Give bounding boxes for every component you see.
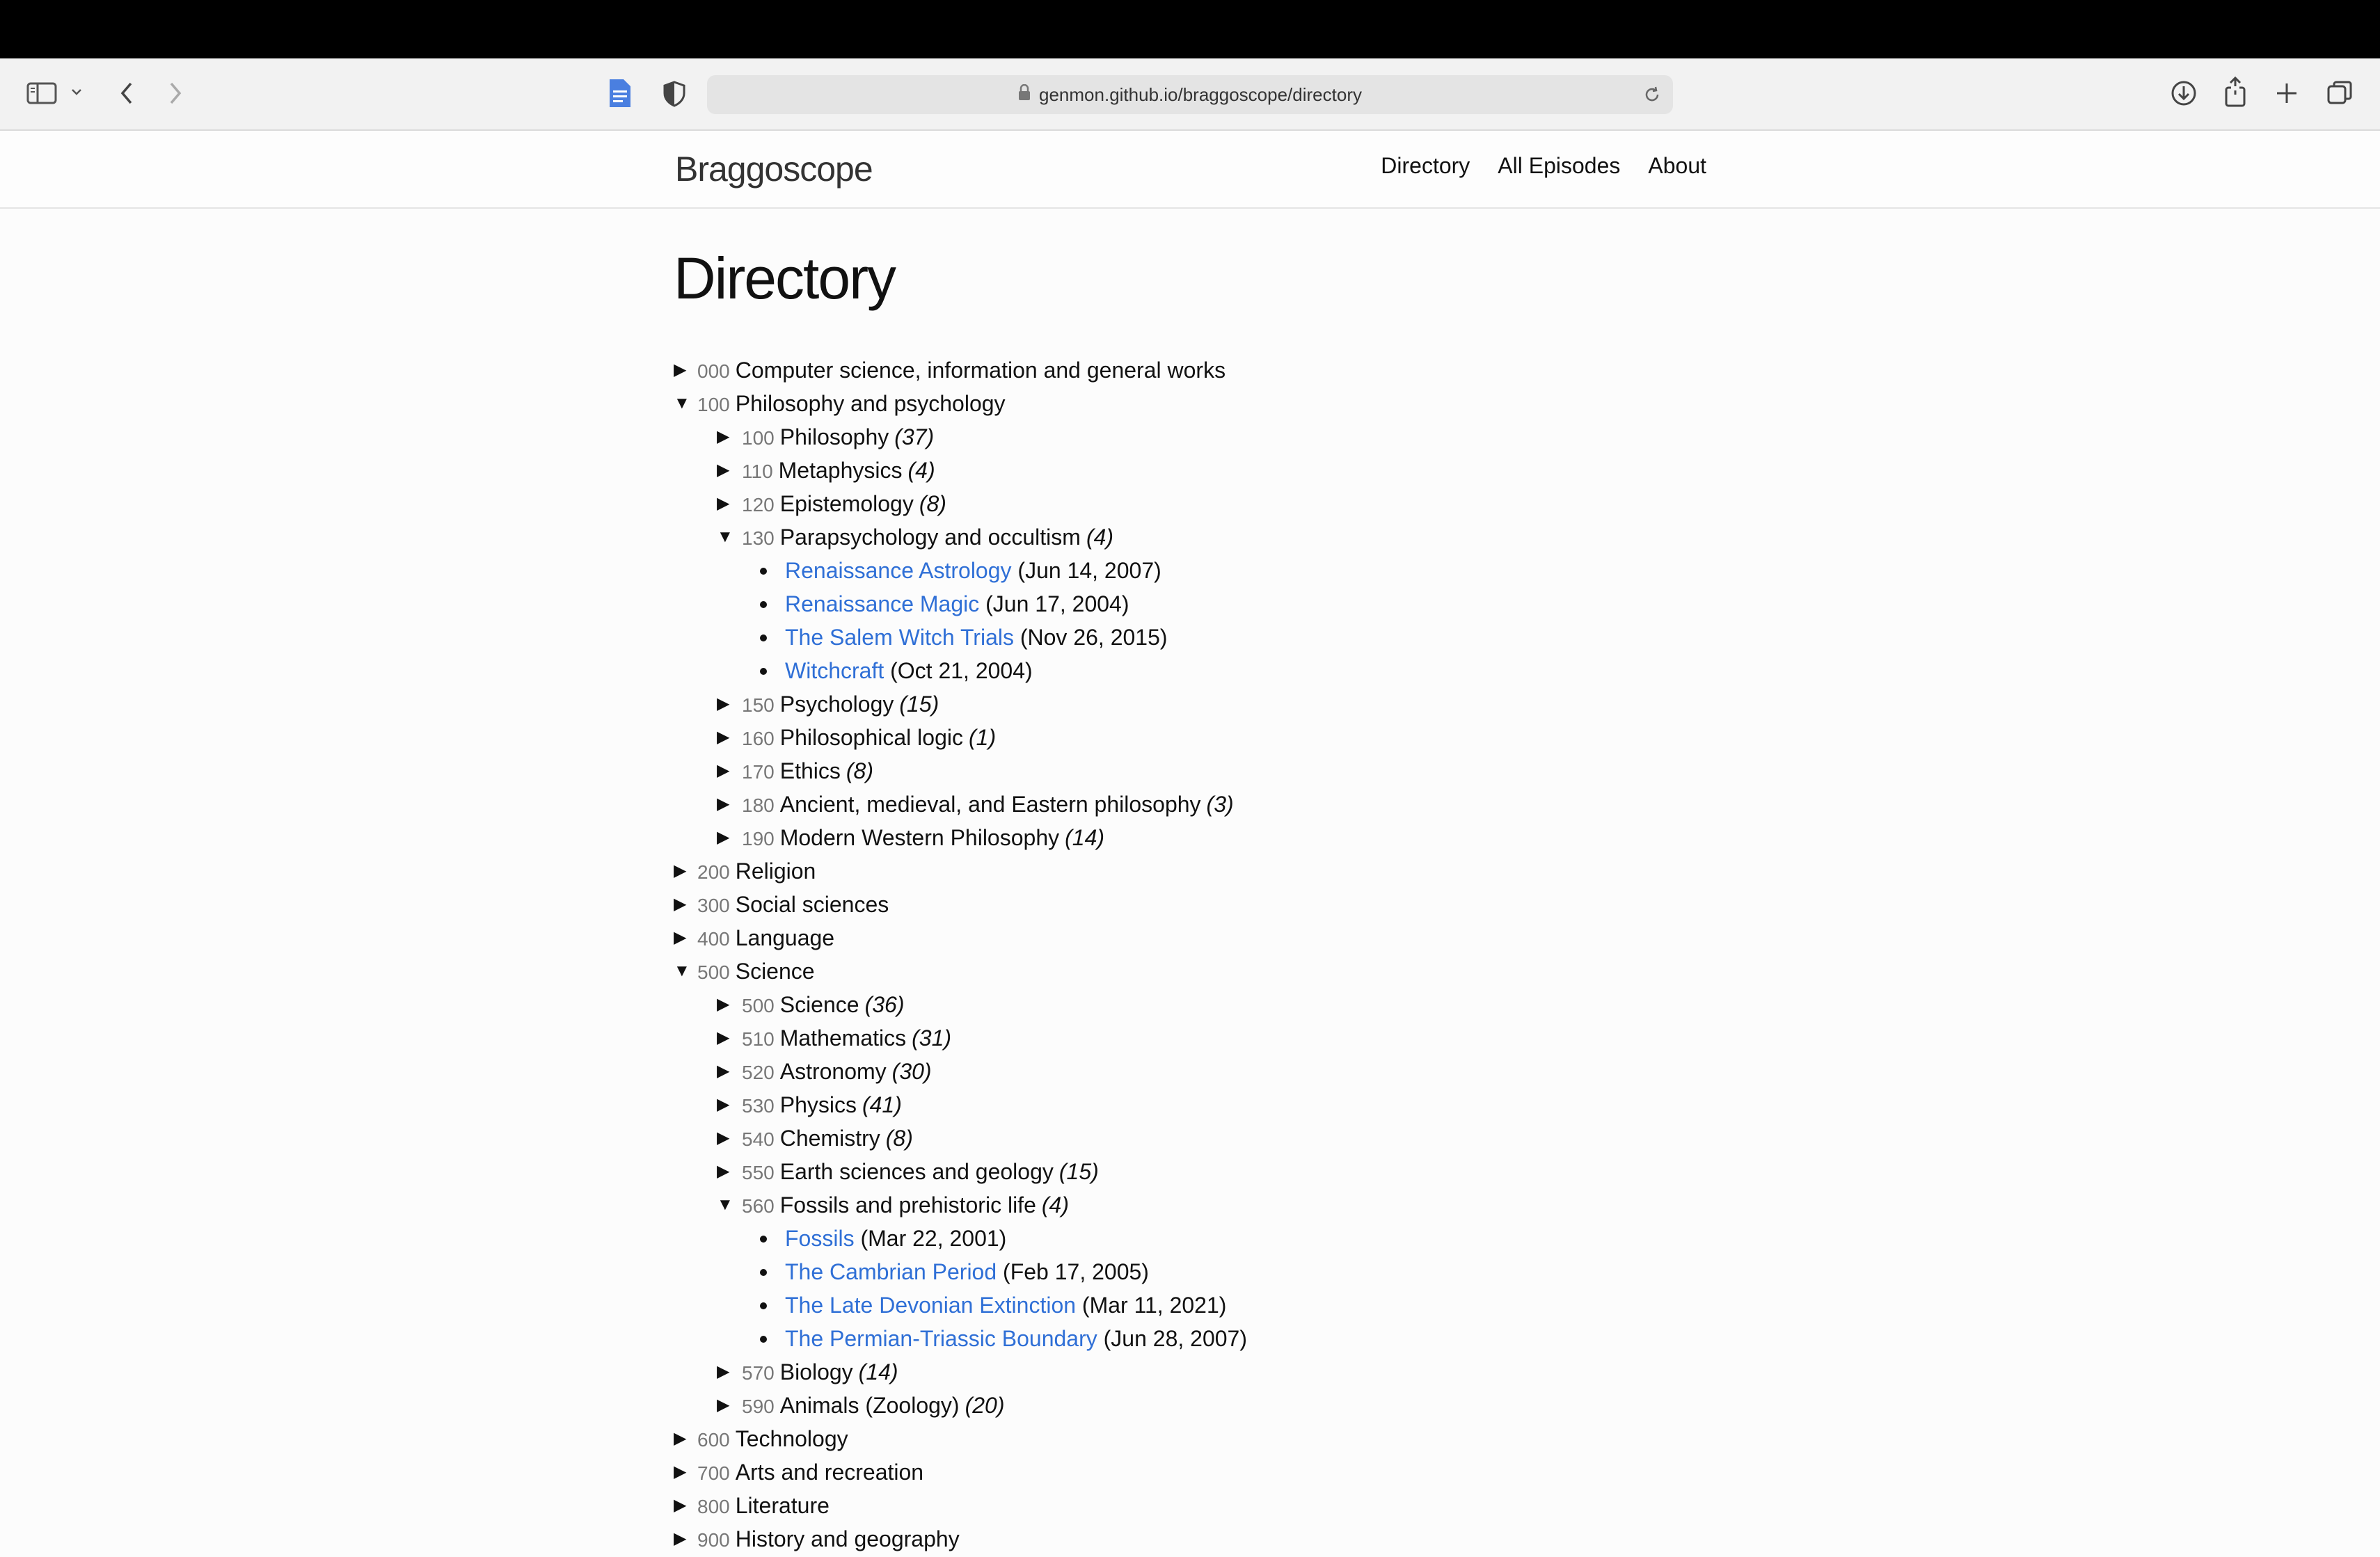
- episode-link[interactable]: Renaissance Magic: [785, 591, 980, 616]
- class-code: 550: [742, 1162, 775, 1183]
- forward-icon[interactable]: [166, 79, 185, 107]
- class-code: 400: [697, 928, 730, 950]
- back-icon[interactable]: [117, 79, 136, 107]
- class-label[interactable]: Epistemology: [779, 491, 914, 516]
- category-row[interactable]: [674, 955, 1996, 988]
- triangle-right-icon[interactable]: ▶: [717, 761, 730, 780]
- reload-icon[interactable]: [1642, 85, 1662, 109]
- row-text: [742, 1155, 1099, 1190]
- triangle-right-icon[interactable]: ▶: [717, 1162, 730, 1181]
- bullet-icon: [760, 1302, 767, 1309]
- episode-count: (8): [919, 491, 946, 516]
- triangle-right-icon[interactable]: ▶: [717, 461, 730, 479]
- class-code: 560: [742, 1195, 775, 1217]
- class-code: 900: [697, 1529, 730, 1551]
- episode-link[interactable]: The Cambrian Period: [785, 1259, 997, 1284]
- episode-count: (4): [907, 458, 935, 483]
- page-title: Directory: [674, 246, 896, 311]
- class-label[interactable]: Astronomy: [779, 1059, 887, 1084]
- subcategory-row[interactable]: [674, 754, 1996, 788]
- episode-link[interactable]: Renaissance Astrology: [785, 558, 1012, 583]
- episode-count: (15): [1058, 1159, 1099, 1184]
- class-label[interactable]: Modern Western Philosophy: [779, 825, 1060, 850]
- downloads-icon[interactable]: [2170, 79, 2198, 107]
- episode-count: (8): [885, 1126, 913, 1151]
- bullet-icon: [760, 1269, 767, 1276]
- episode-link[interactable]: Witchcraft: [785, 658, 884, 683]
- row-text: [742, 1121, 913, 1156]
- address-bar[interactable]: [707, 75, 1673, 114]
- triangle-right-icon[interactable]: ▶: [717, 1396, 730, 1414]
- episode-count: (30): [891, 1059, 932, 1084]
- triangle-right-icon[interactable]: ▶: [717, 694, 730, 713]
- category-row[interactable]: [674, 1455, 1996, 1489]
- row-text: [697, 1489, 830, 1524]
- class-code: 160: [742, 728, 775, 749]
- row-text: [697, 1455, 923, 1490]
- episode-count: (15): [899, 692, 939, 717]
- row-text: [742, 454, 935, 488]
- episode-text: [785, 554, 1161, 587]
- category-row[interactable]: [674, 1422, 1996, 1455]
- class-label[interactable]: Science: [735, 959, 815, 984]
- nav-all-episodes[interactable]: All Episodes: [1498, 153, 1621, 178]
- episode-item: [674, 621, 1996, 654]
- row-text: [697, 353, 1225, 388]
- episode-item: [674, 587, 1996, 621]
- lock-icon: [1018, 84, 1031, 106]
- subcategory-row[interactable]: [674, 788, 1996, 821]
- row-text: [742, 520, 1113, 555]
- row-text: [742, 821, 1104, 856]
- class-label[interactable]: Physics: [779, 1092, 857, 1117]
- triangle-down-icon[interactable]: ▼: [674, 961, 690, 980]
- class-label[interactable]: Philosophical logic: [779, 725, 963, 750]
- class-label[interactable]: Language: [735, 925, 835, 950]
- episode-date: (Nov 26, 2015): [1013, 625, 1168, 650]
- class-code: 700: [697, 1462, 730, 1484]
- subcategory-row[interactable]: [674, 1188, 1996, 1222]
- class-code: 300: [697, 895, 730, 916]
- url-text: genmon.github.io/braggoscope/directory: [1039, 83, 1362, 105]
- row-text: [742, 420, 934, 455]
- subcategory-row[interactable]: [674, 487, 1996, 520]
- row-text: [697, 1422, 848, 1457]
- row-text: [742, 487, 946, 522]
- class-label[interactable]: Religion: [735, 859, 816, 884]
- triangle-right-icon[interactable]: ▶: [674, 360, 687, 379]
- class-code: 170: [742, 761, 775, 783]
- class-label[interactable]: Social sciences: [735, 892, 889, 917]
- class-code: 600: [697, 1429, 730, 1451]
- episode-count: (8): [846, 758, 873, 783]
- episode-item: [674, 1322, 1996, 1355]
- class-label[interactable]: Arts and recreation: [735, 1460, 924, 1485]
- episode-count: (1): [968, 725, 997, 750]
- episode-link[interactable]: Fossils: [785, 1226, 855, 1251]
- tab-overview-icon[interactable]: [2326, 79, 2354, 107]
- class-code: 530: [742, 1095, 775, 1117]
- bullet-icon: [760, 1336, 767, 1343]
- class-code: 590: [742, 1396, 775, 1417]
- class-code: 110: [742, 461, 773, 482]
- triangle-right-icon[interactable]: ▶: [717, 494, 730, 513]
- triangle-down-icon[interactable]: ▼: [717, 527, 733, 546]
- triangle-down-icon[interactable]: ▼: [674, 394, 690, 413]
- class-label[interactable]: Parapsychology and occultism: [779, 525, 1081, 550]
- episode-count: (4): [1086, 525, 1114, 550]
- class-code: 120: [742, 494, 775, 516]
- episode-date: (Jun 14, 2007): [1011, 558, 1161, 583]
- row-text: [697, 387, 1006, 422]
- class-code: 800: [697, 1496, 730, 1517]
- episode-text: [785, 1322, 1247, 1355]
- triangle-right-icon[interactable]: ▶: [717, 995, 730, 1014]
- row-text: [742, 1055, 932, 1089]
- triangle-right-icon[interactable]: ▶: [674, 1529, 687, 1548]
- triangle-right-icon[interactable]: ▶: [674, 1496, 687, 1515]
- episode-count: (3): [1206, 792, 1234, 817]
- episode-count: (31): [912, 1025, 952, 1051]
- episode-date: (Feb 17, 2005): [997, 1259, 1149, 1284]
- row-text: [697, 1522, 960, 1557]
- bullet-icon: [760, 634, 767, 641]
- row-text: [742, 687, 939, 722]
- bullet-icon: [760, 601, 767, 608]
- episode-link[interactable]: The Permian-Triassic Boundary: [785, 1326, 1097, 1351]
- chevron-down-icon[interactable]: [70, 85, 84, 99]
- class-code: 190: [742, 828, 775, 849]
- triangle-right-icon[interactable]: ▶: [717, 427, 730, 446]
- browser-toolbar: [0, 58, 2380, 131]
- episode-count: (36): [864, 992, 905, 1017]
- bullet-icon: [760, 568, 767, 575]
- episode-count: (14): [858, 1359, 898, 1384]
- episode-text: [785, 621, 1168, 654]
- category-row[interactable]: [674, 888, 1996, 921]
- episode-count: (37): [894, 424, 935, 449]
- subcategory-row[interactable]: [674, 1389, 1996, 1422]
- subcategory-row[interactable]: [674, 687, 1996, 721]
- site-header: [0, 131, 2380, 209]
- class-code: 130: [742, 527, 775, 549]
- class-code: 500: [742, 995, 775, 1016]
- row-text: [742, 788, 1234, 822]
- class-label[interactable]: Computer science, information and general works: [735, 358, 1226, 383]
- episode-text: [785, 587, 1129, 621]
- triangle-right-icon[interactable]: ▶: [674, 861, 687, 880]
- privacy-shield-icon[interactable]: [663, 81, 686, 107]
- episode-item: [674, 654, 1996, 687]
- row-text: [742, 988, 904, 1023]
- episode-count: (20): [965, 1393, 1005, 1418]
- row-text: [742, 1389, 1004, 1423]
- triangle-right-icon[interactable]: ▶: [717, 1095, 730, 1114]
- class-label[interactable]: Science: [779, 992, 859, 1017]
- sidebar-toggle-icon[interactable]: [26, 79, 57, 107]
- category-row[interactable]: [674, 1522, 1996, 1556]
- menu-bar: [0, 0, 2380, 58]
- episode-text: [785, 1288, 1226, 1322]
- triangle-right-icon[interactable]: ▶: [674, 895, 687, 913]
- subcategory-row[interactable]: [674, 454, 1996, 487]
- episode-count: (41): [862, 1092, 902, 1117]
- class-code: 520: [742, 1062, 775, 1083]
- site-nav: [1381, 153, 1706, 179]
- subcategory-row[interactable]: [674, 988, 1996, 1021]
- triangle-right-icon[interactable]: ▶: [717, 1128, 730, 1147]
- category-row[interactable]: [674, 854, 1996, 888]
- category-row[interactable]: [674, 353, 1996, 387]
- episode-item: [674, 1255, 1996, 1288]
- class-label[interactable]: Philosophy: [779, 424, 889, 449]
- triangle-right-icon[interactable]: ▶: [717, 1062, 730, 1080]
- row-text: [742, 1188, 1069, 1223]
- triangle-right-icon[interactable]: ▶: [717, 728, 730, 746]
- class-label[interactable]: Chemistry: [779, 1126, 880, 1151]
- episode-date: (Mar 22, 2001): [854, 1226, 1007, 1251]
- episode-link[interactable]: The Salem Witch Trials: [785, 625, 1014, 650]
- class-label[interactable]: Ethics: [779, 758, 841, 783]
- category-row[interactable]: [674, 1489, 1996, 1522]
- class-code: 000: [697, 360, 730, 382]
- class-label[interactable]: Mathematics: [779, 1025, 907, 1051]
- episode-link[interactable]: The Late Devonian Extinction: [785, 1293, 1077, 1318]
- nav-about[interactable]: About: [1648, 153, 1706, 178]
- row-text: [742, 721, 996, 756]
- nav-directory[interactable]: Directory: [1381, 153, 1470, 178]
- row-text: [697, 888, 889, 923]
- bullet-icon: [760, 1236, 767, 1243]
- episode-text: [785, 654, 1033, 687]
- class-code: 100: [697, 394, 730, 415]
- triangle-right-icon[interactable]: ▶: [717, 795, 730, 813]
- subcategory-row[interactable]: [674, 821, 1996, 854]
- class-label[interactable]: Philosophy and psychology: [735, 391, 1006, 416]
- class-code: 510: [742, 1028, 775, 1050]
- class-code: 540: [742, 1128, 775, 1150]
- category-row[interactable]: [674, 921, 1996, 955]
- row-text: [742, 1088, 902, 1123]
- page-icon[interactable]: [607, 78, 632, 109]
- episode-date: (Mar 11, 2021): [1076, 1293, 1227, 1318]
- episode-date: (Oct 21, 2004): [884, 658, 1033, 683]
- share-icon[interactable]: [2223, 77, 2248, 107]
- episode-count: (14): [1065, 825, 1105, 850]
- subcategory-row[interactable]: [674, 1055, 1996, 1088]
- row-text: [697, 854, 816, 889]
- episode-text: [785, 1222, 1006, 1255]
- class-label[interactable]: Fossils and prehistoric life: [779, 1192, 1036, 1217]
- class-label[interactable]: Biology: [779, 1359, 853, 1384]
- episode-text: [785, 1255, 1149, 1288]
- class-label[interactable]: Psychology: [779, 692, 894, 717]
- class-label[interactable]: Animals (Zoology): [779, 1393, 960, 1418]
- row-text: [697, 921, 834, 956]
- directory-tree: [674, 353, 1996, 1556]
- class-label[interactable]: Earth sciences and geology: [779, 1159, 1054, 1184]
- row-text: [742, 1355, 898, 1390]
- new-tab-icon[interactable]: [2274, 81, 2299, 106]
- class-label[interactable]: Technology: [735, 1426, 848, 1451]
- subcategory-row[interactable]: [674, 1355, 1996, 1389]
- category-row[interactable]: [674, 387, 1996, 420]
- class-code: 180: [742, 795, 775, 816]
- class-label[interactable]: Metaphysics: [778, 458, 903, 483]
- class-code: 150: [742, 694, 775, 716]
- class-label[interactable]: History and geography: [735, 1526, 960, 1551]
- class-code: 500: [697, 961, 730, 983]
- class-label[interactable]: Literature: [735, 1493, 830, 1518]
- episode-item: [674, 1288, 1996, 1322]
- row-text: [697, 955, 815, 989]
- class-code: 570: [742, 1362, 775, 1384]
- subcategory-row[interactable]: [674, 420, 1996, 454]
- subcategory-row[interactable]: [674, 1021, 1996, 1055]
- row-text: [742, 1021, 951, 1056]
- site-brand[interactable]: Braggoscope: [675, 150, 873, 189]
- subcategory-row[interactable]: [674, 1121, 1996, 1155]
- subcategory-row[interactable]: [674, 1155, 1996, 1188]
- triangle-down-icon[interactable]: ▼: [717, 1195, 733, 1214]
- subcategory-row[interactable]: [674, 1088, 1996, 1121]
- episode-item: [674, 1222, 1996, 1255]
- episode-date: (Jun 17, 2004): [979, 591, 1129, 616]
- subcategory-row[interactable]: [674, 721, 1996, 754]
- class-label[interactable]: Ancient, medieval, and Eastern philosophy: [779, 792, 1201, 817]
- triangle-right-icon[interactable]: ▶: [674, 1429, 687, 1448]
- triangle-right-icon[interactable]: ▶: [674, 1462, 687, 1481]
- bullet-icon: [760, 668, 767, 675]
- episode-date: (Jun 28, 2007): [1097, 1326, 1247, 1351]
- episode-item: [674, 554, 1996, 587]
- row-text: [742, 754, 873, 789]
- class-code: 100: [742, 427, 775, 449]
- class-code: 200: [697, 861, 730, 883]
- triangle-right-icon[interactable]: ▶: [674, 928, 687, 947]
- triangle-right-icon[interactable]: ▶: [717, 828, 730, 847]
- episode-count: (4): [1041, 1192, 1069, 1217]
- triangle-right-icon[interactable]: ▶: [717, 1028, 730, 1047]
- subcategory-row[interactable]: [674, 520, 1996, 554]
- triangle-right-icon[interactable]: ▶: [717, 1362, 730, 1381]
